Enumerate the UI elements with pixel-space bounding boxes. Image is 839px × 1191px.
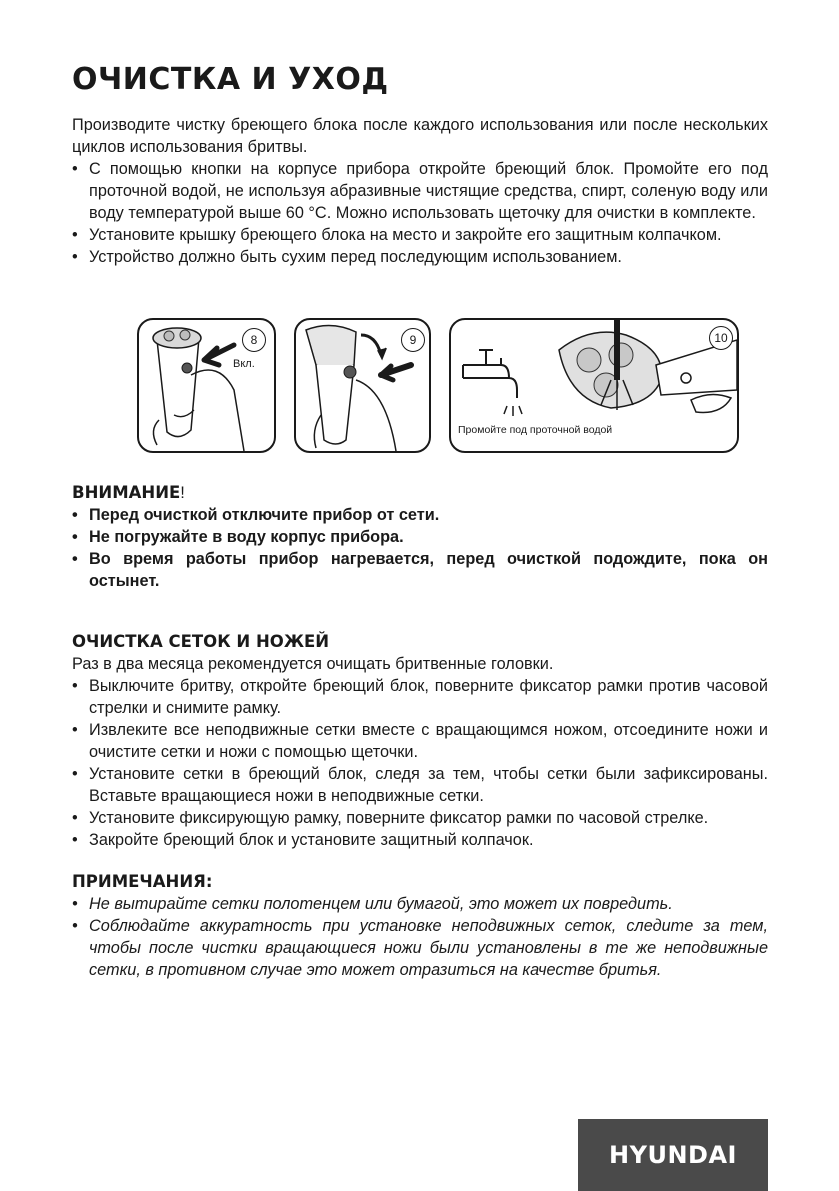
list-item: • Соблюдайте аккуратность при установке неподвижных сеток, следите за тем, чтобы после чистки вращающиеся ножи были установлены в те же неподвижные сетки, в противном случае это может отразиться на качестве бритья. — [72, 915, 768, 981]
page-title: ОЧИСТКА И УХОД — [72, 62, 389, 97]
brand-logo: HYUNDAI — [578, 1119, 768, 1191]
figure-10 — [449, 318, 739, 453]
figure-8 — [137, 318, 276, 453]
figure-number: 9 — [401, 328, 425, 352]
notes-heading: ПРИМЕЧАНИЯ: — [72, 872, 213, 891]
list-item: • Не вытирайте сетки полотенцем или бумагой, это может их повредить. — [72, 893, 768, 915]
list-item: • С помощью кнопки на корпусе прибора откройте бреющий блок. Промойте его под проточной водой, не используя абразивные чистящие средства, спирт, соленую воду или воду температурой выше 60 °С. Можно использовать щеточку для очистки в комплекте. — [72, 158, 768, 224]
list-item: • Извлеките все неподвижные сетки вместе с вращающимся ножом, отсоедините ножи и очистите сетки и ножи с помощью щеточки. — [72, 719, 768, 763]
list-item: • Установите крышку бреющего блока на место и закройте его защитным колпачком. — [72, 224, 768, 246]
notes-section — [72, 871, 768, 981]
list-item: • Не погружайте в воду корпус прибора. — [72, 526, 768, 548]
list-item: • Установите сетки в бреющий блок, следя за тем, чтобы сетки были зафиксированы. Вставьте вращающиеся ножи в неподвижные сетки. — [72, 763, 768, 807]
warning-heading-text: ВНИМАНИЕ — [72, 483, 181, 502]
cleaning-list — [72, 675, 768, 851]
care-list — [72, 158, 768, 268]
cleaning-section — [72, 631, 768, 851]
list-item: • Закройте бреющий блок и установите защитный колпачок. — [72, 829, 768, 851]
figure-number: 10 — [709, 326, 733, 350]
warning-section — [72, 482, 768, 592]
list-item: • Перед очисткой отключите прибор от сети. — [72, 504, 768, 526]
list-item: • Установите фиксирующую рамку, поверните фиксатор рамки по часовой стрелке. — [72, 807, 768, 829]
list-item: • Выключите бритву, откройте бреющий блок, поверните фиксатор рамки против часовой стрелки и снимите рамку. — [72, 675, 768, 719]
warning-mark: ! — [180, 484, 185, 502]
figure-caption: Промойте под проточной водой — [458, 424, 613, 436]
care-intro: Производите чистку бреющего блока после каждого использования или после нескольких циклов использования бритвы. — [72, 116, 768, 156]
figures-row — [137, 318, 737, 451]
list-item: • Устройство должно быть сухим перед последующим использованием. — [72, 246, 768, 268]
cleaning-intro: Раз в два месяца рекомендуется очищать бритвенные головки. — [72, 655, 554, 673]
cleaning-heading: ОЧИСТКА СЕТОК И НОЖЕЙ — [72, 632, 330, 651]
care-section — [72, 114, 768, 268]
list-item: • Во время работы прибор нагревается, перед очисткой подождите, пока он остынет. — [72, 548, 768, 592]
figure-number: 8 — [242, 328, 266, 352]
figure-9 — [294, 318, 431, 453]
warning-heading — [72, 482, 768, 504]
notes-list — [72, 893, 768, 981]
warning-list — [72, 504, 768, 592]
power-label: Вкл. — [233, 358, 255, 370]
